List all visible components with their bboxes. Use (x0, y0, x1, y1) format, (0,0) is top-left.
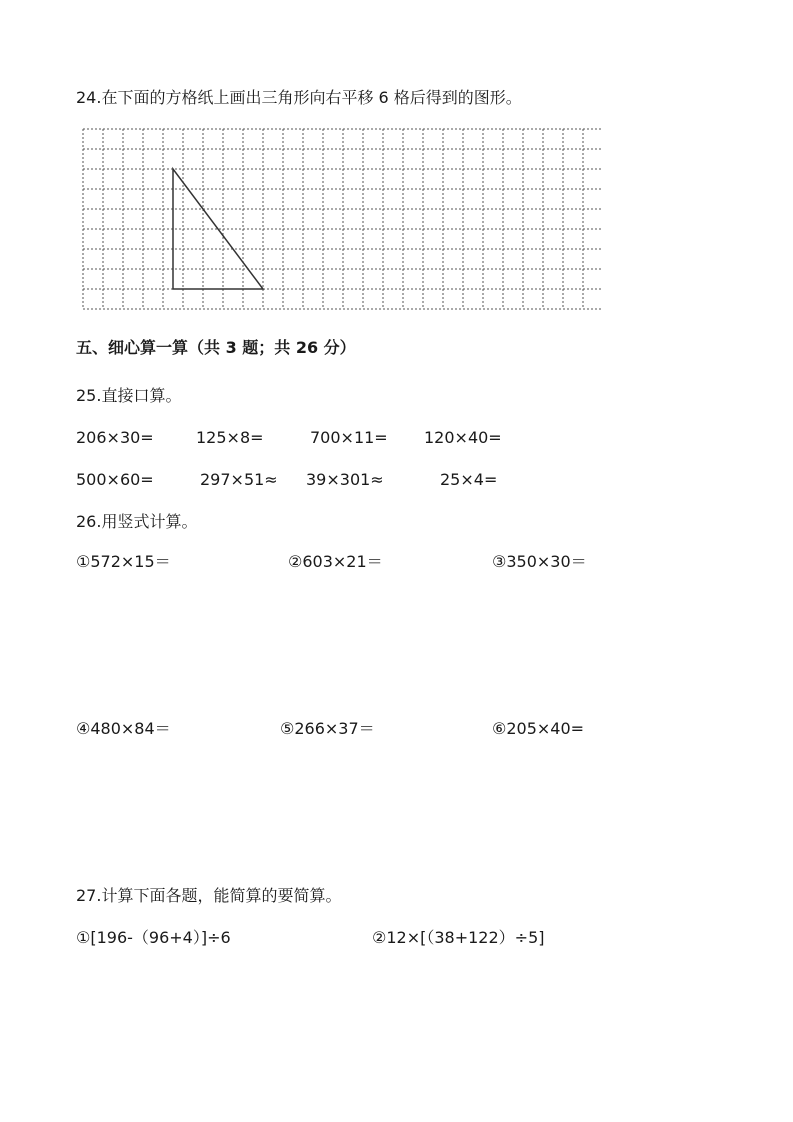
q25-item-4: 120×40= (424, 428, 502, 447)
q25-item-2: 125×8= (196, 428, 264, 447)
q25-item-8: 25×4= (440, 470, 498, 489)
grid-paper (82, 128, 602, 310)
q26-item-1: ①572×15＝ (76, 552, 171, 571)
q25-prompt: 25.直接口算。 (76, 386, 182, 405)
q26-item-5: ⑤266×37＝ (280, 719, 375, 738)
grid-lines (83, 129, 602, 309)
q26-prompt: 26.用竖式计算。 (76, 512, 198, 531)
q25-item-3: 700×11= (310, 428, 388, 447)
q25-item-1: 206×30= (76, 428, 154, 447)
grid-svg (82, 128, 602, 310)
triangle-shape (173, 169, 263, 289)
q26-item-2: ②603×21＝ (288, 552, 383, 571)
q25-item-6: 297×51≈ (200, 470, 278, 489)
section5-title: 五、细心算一算（共 3 题；共 26 分） (76, 338, 356, 357)
q26-item-6: ⑥205×40= (492, 719, 585, 738)
q27-prompt: 27.计算下面各题，能简算的要简算。 (76, 886, 342, 905)
q24-prompt: 24.在下面的方格纸上画出三角形向右平移 6 格后得到的图形。 (76, 88, 522, 107)
q25-item-5: 500×60= (76, 470, 154, 489)
q26-item-3: ③350×30＝ (492, 552, 587, 571)
q26-item-4: ④480×84＝ (76, 719, 171, 738)
q25-item-7: 39×301≈ (306, 470, 384, 489)
q27-item-1: ①[196-（96+4）]÷6 (76, 928, 231, 947)
q27-item-2: ②12×[（38+122）÷5] (372, 928, 545, 947)
